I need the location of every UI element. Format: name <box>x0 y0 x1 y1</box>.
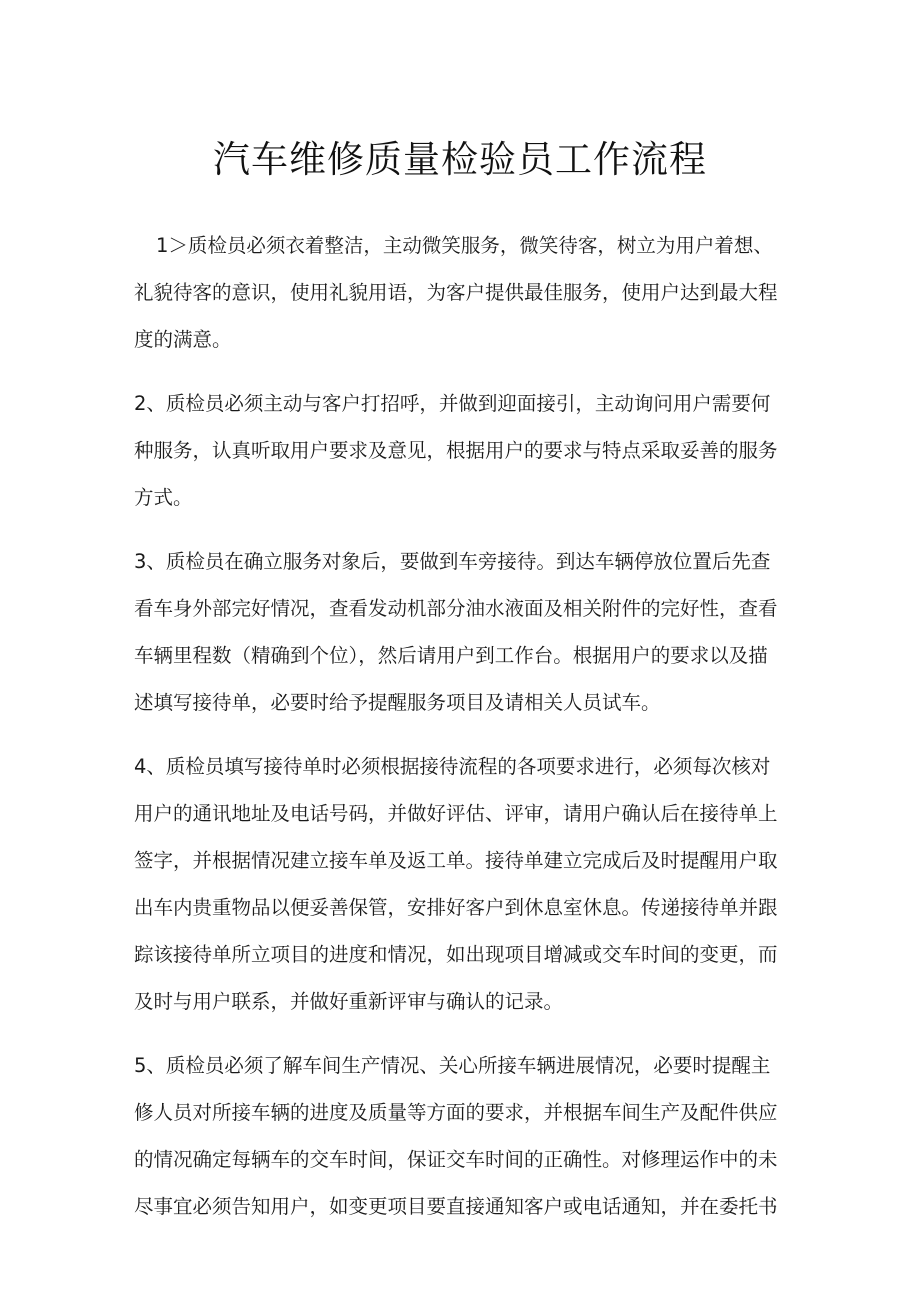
paragraph-1 <box>134 222 794 363</box>
paragraph-line: 及时与用户联系，并做好重新评审与确认的记录。 <box>134 990 564 1013</box>
paragraph-line: 看车身外部完好情况，查看发动机部分油水液面及相关附件的完好性，查看 <box>134 597 778 620</box>
paragraph-line: 踪该接待单所立项目的进度和情况，如出现项目增减或交车时间的变更，而 <box>134 943 778 966</box>
document-title: 汽车维修质量检验员工作流程 <box>213 138 707 181</box>
paragraph-line: 5、质检员必须了解车间生产情况、关心所接车辆进展情况，必要时提醒主 <box>134 1054 771 1077</box>
paragraph-line: 修人员对所接车辆的进度及质量等方面的要求，并根据车间生产及配件供应 <box>134 1101 778 1124</box>
paragraph-line: 出车内贵重物品以便妥善保管，安排好客户到休息室休息。传递接待单并跟 <box>134 896 778 919</box>
paragraph-2 <box>134 380 794 521</box>
paragraph-line: 1＞质检员必须衣着整洁，主动微笑服务，微笑待客，树立为用户着想、 <box>156 234 773 257</box>
paragraph-line: 车辆里程数（精确到个位），然后请用户到工作台。根据用户的要求以及描 <box>134 644 768 667</box>
paragraph-line: 方式。 <box>134 486 193 509</box>
document-body <box>134 222 794 1247</box>
paragraph-line: 礼貌待客的意识，使用礼貌用语，为客户提供最佳服务，使用户达到最大程 <box>134 281 778 304</box>
paragraph-5 <box>134 1042 794 1230</box>
paragraph-line: 度的满意。 <box>134 328 232 351</box>
paragraph-line: 用户的通讯地址及电话号码，并做好评估、评审，请用户确认后在接待单上 <box>134 802 778 825</box>
paragraph-line: 述填写接待单，必要时给予提醒服务项目及请相关人员试车。 <box>134 691 661 714</box>
paragraph-line: 签字，并根据情况建立接车单及返工单。接待单建立完成后及时提醒用户取 <box>134 849 778 872</box>
paragraph-line: 的情况确定每辆车的交车时间，保证交车时间的正确性。对修理运作中的未 <box>134 1148 778 1171</box>
paragraph-line: 种服务，认真听取用户要求及意见，根据用户的要求与特点采取妥善的服务 <box>134 439 778 462</box>
paragraph-4 <box>134 743 794 1025</box>
paragraph-3 <box>134 538 794 726</box>
paragraph-line: 3、质检员在确立服务对象后，要做到车旁接待。到达车辆停放位置后先查 <box>134 550 771 573</box>
paragraph-line: 2、质检员必须主动与客户打招呼，并做到迎面接引，主动询问用户需要何 <box>134 392 771 415</box>
paragraph-line: 4、质检员填写接待单时必须根据接待流程的各项要求进行，必须每次核对 <box>134 755 771 778</box>
paragraph-line: 尽事宜必须告知用户，如变更项目要直接通知客户或电话通知，并在委托书 <box>134 1195 778 1218</box>
